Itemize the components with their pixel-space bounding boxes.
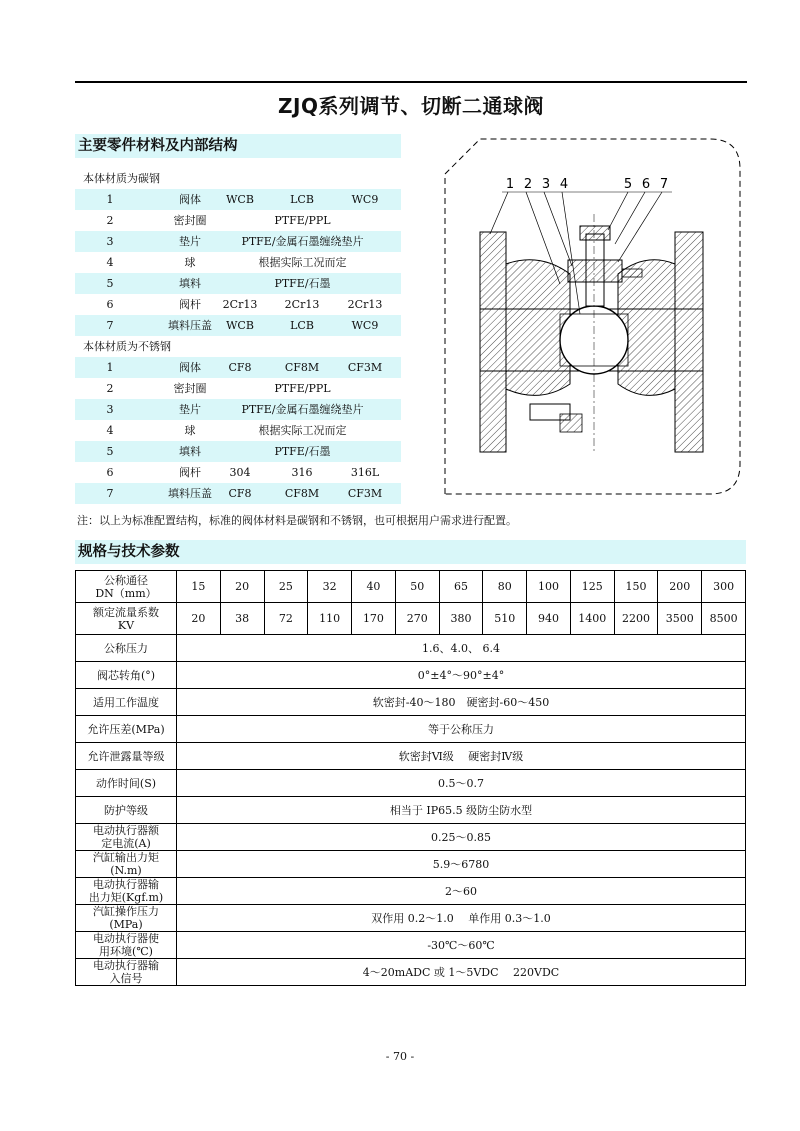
dn-value: 15 [177,571,221,603]
material-row [75,231,401,252]
spec-row-kv [76,603,746,635]
material-row [75,357,401,378]
spec-label: 动作时间(S) [76,770,177,797]
spec-value: 2～60 [177,878,746,905]
material-spec: PTFE/PPL [274,382,331,395]
kv-value: 3500 [658,603,702,635]
part-number: 1 [106,193,114,206]
material-a: CF8 [228,361,252,374]
material-c: CF3M [347,361,383,374]
part-number: 7 [106,319,114,332]
material-row [75,273,401,294]
label-2: 2 [523,177,533,192]
label-6: 6 [641,177,651,192]
dn-value: 65 [439,571,483,603]
label-5: 5 [623,177,633,192]
spec-row [76,959,746,986]
material-row [75,483,401,504]
material-a: CF8 [228,487,252,500]
part-number: 5 [106,277,114,290]
spec-value: 双作用 0.2～1.0 单作用 0.3～1.0 [177,905,746,932]
part-name: 填料压盖 [168,487,212,500]
material-row [75,378,401,399]
part-name: 球 [184,256,196,269]
section-materials-heading: 主要零件材料及内部结构 [75,134,401,158]
part-name: 阀杆 [179,466,201,479]
dn-value: 50 [395,571,439,603]
dn-value: 150 [614,571,658,603]
label-4: 4 [559,177,569,192]
material-row [75,210,401,231]
section-spec-heading: 规格与技术参数 [75,540,746,564]
material-row [75,252,401,273]
material-b: 2Cr13 [284,298,320,311]
spec-label: 阀芯转角(°) [76,662,177,689]
part-number: 4 [106,256,114,269]
kv-value: 72 [264,603,308,635]
part-name: 填料压盖 [168,319,212,332]
spec-label: 允许泄露量等级 [76,743,177,770]
part-name: 填料 [179,277,201,290]
kv-value: 270 [395,603,439,635]
material-c: 316L [350,466,380,479]
dn-value: 80 [483,571,527,603]
spec-label: 防护等级 [76,797,177,824]
material-a: WCB [226,319,254,332]
bonnet [568,260,622,282]
spec-value: 0.5～0.7 [177,770,746,797]
spec-row-dn [76,571,746,603]
dn-value: 40 [352,571,396,603]
materials-note: 注：以上为标准配置结构，标准的阀体材料是碳钢和不锈钢，也可根据用户需求进行配置。 [77,514,517,527]
spec-value: 5.9～6780 [177,851,746,878]
spec-label: 公称通径 DN（mm） [76,571,177,603]
label-1: 1 [505,177,515,192]
spec-label: 电动执行器使 用环境(℃) [76,932,177,959]
label-7: 7 [659,177,669,192]
kv-value: 170 [352,603,396,635]
top-rule [75,81,747,83]
material-spec: PTFE/金属石墨缠绕垫片 [241,403,364,416]
kv-value: 20 [177,603,221,635]
material-spec: PTFE/金属石墨缠绕垫片 [241,235,364,248]
part-name: 阀体 [179,361,201,374]
spec-value: 软密封-40～180 硬密封-60～450 [177,689,746,716]
material-row [75,420,401,441]
part-name: 阀杆 [179,298,201,311]
part-name: 填料 [179,445,201,458]
page-number: - 70 - [385,1050,415,1063]
part-number: 3 [106,403,114,416]
spec-row [76,797,746,824]
spec-value: 0°±4°～90°±4° [177,662,746,689]
material-spec: 根据实际工况而定 [258,256,347,269]
spec-row [76,662,746,689]
spec-label: 汽缸操作压力 (MPa) [76,905,177,932]
page-title: ZJQ系列调节、切断二通球阀 [278,94,544,118]
kv-value: 380 [439,603,483,635]
spec-row [76,770,746,797]
spec-value: 0.25～0.85 [177,824,746,851]
spec-value: 等于公称压力 [177,716,746,743]
material-spec: PTFE/石墨 [274,277,331,290]
material-c: WC9 [351,193,379,206]
spec-label: 适用工作温度 [76,689,177,716]
part-number: 6 [106,466,114,479]
material-spec: PTFE/石墨 [274,445,331,458]
material-b: CF8M [284,361,320,374]
part-name: 密封圈 [173,214,207,227]
spec-label: 电动执行器输 出力矩(Kgf.m) [76,878,177,905]
gland [580,226,610,240]
kv-value: 510 [483,603,527,635]
spec-table [75,570,746,986]
material-a: WCB [226,193,254,206]
material-row [75,189,401,210]
part-name: 垫片 [179,403,201,416]
valve-cross-section-drawing [440,134,745,496]
material-row [75,462,401,483]
spec-row [76,716,746,743]
material-row [75,441,401,462]
part-number: 3 [106,235,114,248]
kv-value: 2200 [614,603,658,635]
spec-row [76,689,746,716]
material-b: LCB [290,193,314,206]
part-name: 密封圈 [173,382,207,395]
material-a: 2Cr13 [222,298,258,311]
dn-value: 20 [220,571,264,603]
spec-value: 软密封Ⅵ级 硬密封Ⅳ级 [177,743,746,770]
part-name: 阀体 [179,193,201,206]
dn-value: 300 [702,571,746,603]
spec-row [76,878,746,905]
right-flange [675,232,703,452]
part-number: 6 [106,298,114,311]
dn-value: 100 [527,571,571,603]
material-b: 316 [291,466,313,479]
part-number: 2 [106,382,114,395]
material-c: 2Cr13 [347,298,383,311]
kv-value: 38 [220,603,264,635]
material-row [75,399,401,420]
spec-row [76,905,746,932]
spec-label: 电动执行器输 入信号 [76,959,177,986]
material-spec: 根据实际工况而定 [258,424,347,437]
spec-value: 相当于 IP65.5 级防尘防水型 [177,797,746,824]
part-number: 1 [106,361,114,374]
material-b: LCB [290,319,314,332]
part-name: 垫片 [179,235,201,248]
part-number: 2 [106,214,114,227]
stainless-material-header: 本体材质为不锈钢 [83,340,171,353]
spec-label: 电动执行器额 定电流(A) [76,824,177,851]
part-number: 4 [106,424,114,437]
dn-value: 25 [264,571,308,603]
kv-value: 110 [308,603,352,635]
spec-row [76,635,746,662]
material-c: WC9 [351,319,379,332]
spec-label: 公称压力 [76,635,177,662]
material-spec: PTFE/PPL [274,214,331,227]
spec-value: -30℃～60℃ [177,932,746,959]
spec-value: 1.6、4.0、 6.4 [177,635,746,662]
carbon-material-header: 本体材质为碳钢 [83,172,160,185]
kv-value: 1400 [570,603,614,635]
part-number: 5 [106,445,114,458]
kv-value: 940 [527,603,571,635]
spec-label: 汽缸输出力矩 (N.m) [76,851,177,878]
material-b: CF8M [284,487,320,500]
spec-row [76,851,746,878]
label-3: 3 [541,177,551,192]
part-name: 球 [184,424,196,437]
part-number: 7 [106,487,114,500]
dn-value: 200 [658,571,702,603]
spec-label: 允许压差(MPa) [76,716,177,743]
spec-row [76,932,746,959]
material-row [75,294,401,315]
kv-value: 8500 [702,603,746,635]
materials-table [75,168,401,504]
spec-label: 额定流量系数 KV [76,603,177,635]
material-row [75,315,401,336]
spec-row [76,824,746,851]
dn-value: 32 [308,571,352,603]
spec-value: 4～20mADC 或 1～5VDC 220VDC [177,959,746,986]
material-c: CF3M [347,487,383,500]
dn-value: 125 [570,571,614,603]
material-a: 304 [229,466,251,479]
spec-row [76,743,746,770]
left-flange [480,232,506,452]
